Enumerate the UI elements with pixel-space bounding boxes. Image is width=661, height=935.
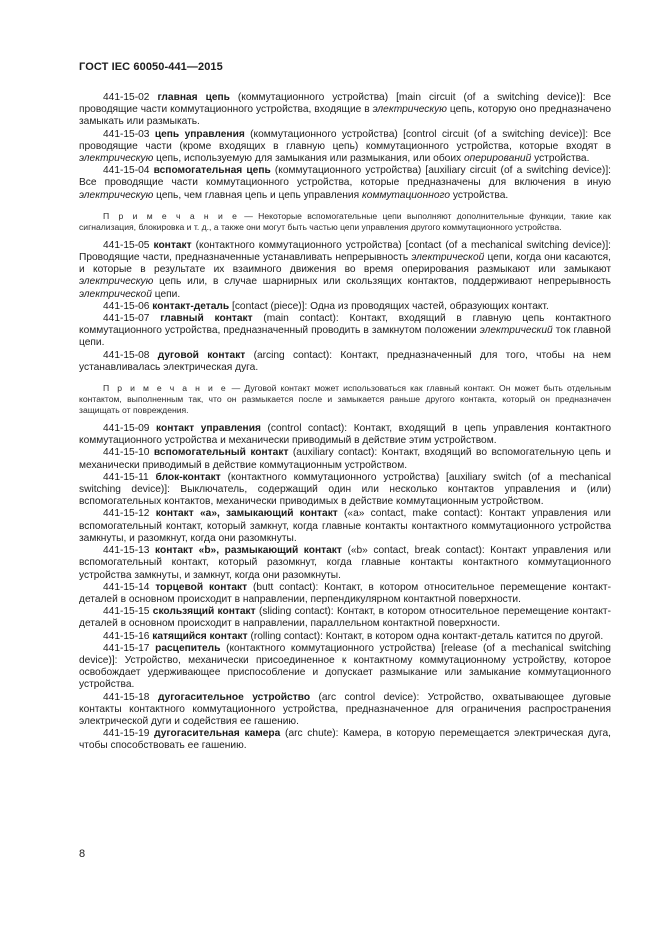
- entry-number: 441-15-19: [103, 728, 150, 740]
- entry-number: 441-15-13: [103, 545, 150, 557]
- entry-number: 441-15-14: [103, 581, 150, 593]
- entry-441-15-14: 441-15-14 торцевой контакт (butt contact): Контакт, в котором относительное перемещение контакт-деталей в основном происходит в направлении, перпендикулярном контактной поверхности.: [79, 581, 611, 605]
- entry-number: 441-15-15: [103, 606, 150, 618]
- entry-term: дугогасительная камера: [154, 728, 281, 740]
- entry-term: расцепитель: [155, 642, 221, 654]
- entry-term: контакт: [153, 239, 192, 251]
- entry-number: 441-15-12: [103, 508, 150, 520]
- entry-term: дугогасительное устройство: [157, 691, 311, 703]
- entry-number: 441-15-18: [103, 691, 150, 703]
- entry-number: 441-15-04: [103, 165, 150, 177]
- entry-term: главная цепь: [157, 92, 230, 103]
- entry-441-15-17: 441-15-17 расцепитель (контактного коммутационного устройства) [release (of a mechanical switching device)]: Устройство, механически присоединенное к контактному коммутационному устройству, которое освобождает удерживающее приспособление и допускает размыкание или замыкание коммутационного устройства.: [79, 642, 611, 691]
- entry-number: 441-15-07: [103, 313, 150, 325]
- entry-number: 441-15-08: [103, 349, 150, 361]
- entry-441-15-15: 441-15-15 скользящий контакт (sliding contact): Контакт, в котором относительное перемещение контакт-деталей в основном происходит в направлении, параллельном контактной поверхности.: [79, 606, 611, 630]
- entry-term: контакт «b», размыкающий контакт: [155, 545, 342, 557]
- entry-number: 441-15-03: [103, 128, 150, 140]
- entry-term: вспомогательная цепь: [153, 165, 271, 177]
- note-label: П р и м е ч а н и е: [103, 383, 228, 394]
- entry-number: 441-15-02: [103, 92, 150, 103]
- entry-term: главный контакт: [160, 313, 253, 325]
- entry-441-15-02: 441-15-02 главная цепь (коммутационного устройства) [main circuit (of a switching device)]: Все проводящие части коммутационного устройства, входящие в электрическую цепь, которую оно предназначено замыкать или размыкать.: [79, 92, 612, 128]
- entry-441-15-08: 441-15-08 дуговой контакт (arcing contact): Контакт, предназначенный для того, чтобы на нем устанавливалась электрическая дуга.: [79, 349, 611, 373]
- entry-441-15-13: 441-15-13 контакт «b», размыкающий контакт («b» contact, break contact): Контакт управления или вспомогательный контакт, который разомкнут, когда главные контакты контактного коммутационного устройства замкнуты, и замкнут, когда они разомкнуты.: [79, 545, 611, 581]
- entry-term: контакт управления: [156, 423, 261, 435]
- entry-term: торцевой контакт: [155, 581, 248, 593]
- entry-number: 441-15-05: [103, 239, 150, 251]
- entry-441-15-05: 441-15-05 контакт (контактного коммутационного устройства) [contact (of a mechanical switching device)]: Проводящие части, предназначенные устанавливать непрерывность электрической цепи, когда они касаются, и которые в результате их взаимного движения во время оперирования размыкают или замыкают электрическую цепь или, в случае шарнирных или скользящих контактов, поддерживают непрерывность электрической цепи.: [79, 239, 611, 300]
- entry-number: 441-15-09: [103, 423, 150, 435]
- entry-number: 441-15-10: [103, 447, 150, 459]
- note-2: П р и м е ч а н и е — Дуговой контакт может использоваться как главный контакт. Он может быть отдельным контактом, выполненным так, что он размыкается после и замыкается раньше другого контакта, который он предназначен защищать от повреждения.: [79, 383, 612, 416]
- entry-term: блок-контакт: [155, 471, 221, 483]
- entry-number: 441-15-17: [103, 642, 150, 654]
- entry-term: дуговой контакт: [157, 349, 246, 361]
- page-number: 8: [79, 848, 86, 860]
- document-header: ГОСТ IEC 60050-441—2015: [79, 61, 223, 73]
- entry-441-15-07: 441-15-07 главный контакт (main contact): Контакт, входящий в главную цепь контактного коммутационного устройства, предназначенный проводить в замкнутом положении электрический ток главной цепи.: [79, 313, 611, 349]
- entry-441-15-04: 441-15-04 вспомогательная цепь (коммутационного устройства) [auxiliary circuit (of a switching device)]: Все проводящие части коммутационного устройства, которые предназначены для включения в иную электрическую цепь, чем главная цепь и цепь управления коммутационного устройства.: [79, 165, 611, 201]
- entry-term: скользящий контакт: [152, 606, 256, 618]
- entry-441-15-06: 441-15-06 контакт-деталь [contact (piece)]: Одна из проводящих частей, образующих контакт.: [103, 300, 549, 312]
- entry-term: цепь управления: [154, 128, 245, 140]
- entry-441-15-09: 441-15-09 контакт управления (control contact): Контакт, входящий в цепь управления контактного коммутационного устройства и механически приводимый в действие этим устройством.: [79, 423, 611, 447]
- entry-term: вспомогательный контакт: [153, 447, 289, 459]
- entry-term: катящийся контакт: [152, 630, 248, 642]
- entry-term: контакт «а», замыкающий контакт: [155, 508, 338, 520]
- note-label: П р и м е ч а н и е: [103, 210, 239, 221]
- entry-441-15-03: 441-15-03 цепь управления (коммутационного устройства) [control circuit (of a switching device)]: Все проводящие части (кроме входящих в главную цепь) коммутационного устройства, которые входят в электрическую цепь, используемую для замыкания или размыкания, или обоих оперирований устройства.: [79, 128, 611, 165]
- entry-441-15-16: 441-15-16 катящийся контакт (rolling contact): Контакт, в котором одна контакт-деталь катится по другой.: [103, 630, 604, 642]
- entry-number: 441-15-16: [103, 630, 150, 642]
- entry-441-15-19: 441-15-19 дугогасительная камера (arc chute): Камера, в которую перемещается электрическая дуга, чтобы способствовать ее гашению.: [79, 728, 611, 752]
- entry-441-15-10: 441-15-10 вспомогательный контакт (auxiliary contact): Контакт, входящий во вспомогательную цепь и механически приводимый в действие коммутационным устройством.: [79, 447, 611, 471]
- entry-441-15-11: 441-15-11 блок-контакт (контактного коммутационного устройства) [auxiliary switch (of a mechanical switching device)]: Выключатель, содержащий один или несколько контактов управления и (или) вспомогательных контактов, механически приводимых в действие коммутационным устройством.: [79, 471, 611, 508]
- entry-441-15-18: 441-15-18 дугогасительное устройство (arc control device): Устройство, охватывающее дуговые контакты контактного коммутационного устройства, предназначенное для ограничения распространения электрической дуги и содействия ее гашению.: [79, 691, 611, 727]
- entry-number: 441-15-06: [103, 300, 150, 312]
- note-1: П р и м е ч а н и е — Некоторые вспомогательные цепи выполняют дополнительные функции, такие как сигнализация, блокировка и т. д., а также они могут быть частью цепи управления другого коммутационного устройства.: [79, 210, 611, 232]
- entry-term: контакт-деталь: [152, 300, 230, 312]
- document-body: [79, 92, 611, 753]
- entry-441-15-12: 441-15-12 контакт «а», замыкающий контакт («а» contact, make contact): Контакт управления или вспомогательный контакт, который замкнут, когда главные контакты контактного коммутационного устройства замкнуты, и разомкнут, когда они разомкнуты.: [79, 508, 611, 544]
- entry-number: 441-15-11: [103, 471, 149, 483]
